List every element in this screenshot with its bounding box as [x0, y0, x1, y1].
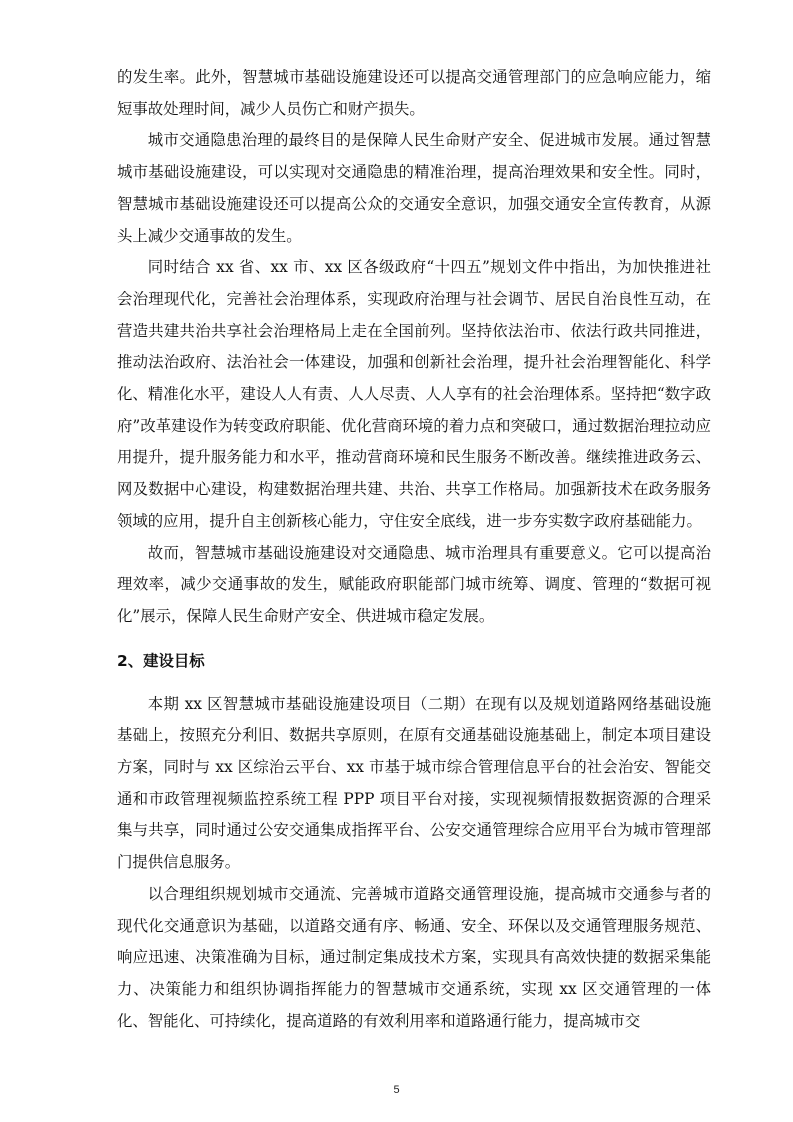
section-heading: 2、建设目标	[117, 651, 205, 670]
page-number: 5	[393, 1084, 400, 1096]
paragraph-continuation: 的发生率。此外，智慧城市基础设施建设还可以提高交通管理部门的应急响应能力，缩短事故处理时间，减少人员伤亡和财产损失。	[117, 68, 711, 118]
paragraph-project-objectives: 以合理组织规划城市交通流、完善城市道路交通管理设施，提高城市交通参与者的现代化交通意识为基础，以道路交通有序、畅通、安全、环保以及交通管理服务规范、响应迅速、决策准确为目标，通过制定集成技术方案，实现具有高效快捷的数据采集能力、决策能力和组织协调指挥能力的智慧城市交通系统，实现 xx 区交通管理的一体化、智能化、可持续化，提高道路的有效利用率和道路通行能力，提高城市交	[117, 884, 711, 1030]
paragraph-governance-goal: 城市交通隐患治理的最终目的是保障人民生命财产安全、促进城市发展。通过智慧城市基础设施建设，可以实现对交通隐患的精准治理，提高治理效果和安全性。同时，智慧城市基础设施建设还可以提高公众的交通安全意识，加强交通安全宣传教育，从源头上减少交通事故的发生。	[117, 131, 711, 245]
paragraph-five-year-plan: 同时结合 xx 省、xx 市、xx 区各级政府“十四五”规划文件中指出，为加快推进社会治理现代化，完善社会治理体系，实现政府治理与社会调节、居民自治良性互动，在营造共建共治共享社会治理格局上走在全国前列。坚持依法治市、依法行政共同推进，推动法治政府、法治社会一体建设，加强和创新社会治理，提升社会治理智能化、科学化、精准化水平，建设人人有责、人人尽责、人人享有的社会治理体系。坚持把“数字政府”改革建设作为转变政府职能、优化营商环境的着力点和突破口，通过数据治理拉动应用提升，提升服务能力和水平，推动营商环境和民生服务不断改善。继续推进政务云、网及数据中心建设，构建数据治理共建、共治、共享工作格局。加强新技术在政务服务领域的应用，提升自主创新核心能力，守住安全底线，进一步夯实数字政府基础能力。	[117, 258, 711, 530]
paragraph-project-scope: 本期 xx 区智慧城市基础设施建设项目（二期）在现有以及规划道路网络基础设施基础上，按照充分利旧、数据共享原则，在原有交通基础设施基础上，制定本项目建设方案，同时与 xx 区综治云平台、xx 市基于城市综合管理信息平台的社会治安、智能交通和市政管理视频监控系统工程 PPP 项目平台对接，实现视频情报数据资源的合理采集与共享，同时通过公安交通集成指挥平台、公安交通管理综合应用平台为城市管理部门提供信息服务。	[117, 694, 711, 872]
page-content	[117, 62, 711, 1037]
paragraph-conclusion: 故而，智慧城市基础设施建设对交通隐患、城市治理具有重要意义。它可以提高治理效率，减少交通事故的发生，赋能政府职能部门城市统筹、调度、管理的“数据可视化”展示，保障人民生命财产安全、供进城市稳定发展。	[117, 543, 711, 625]
